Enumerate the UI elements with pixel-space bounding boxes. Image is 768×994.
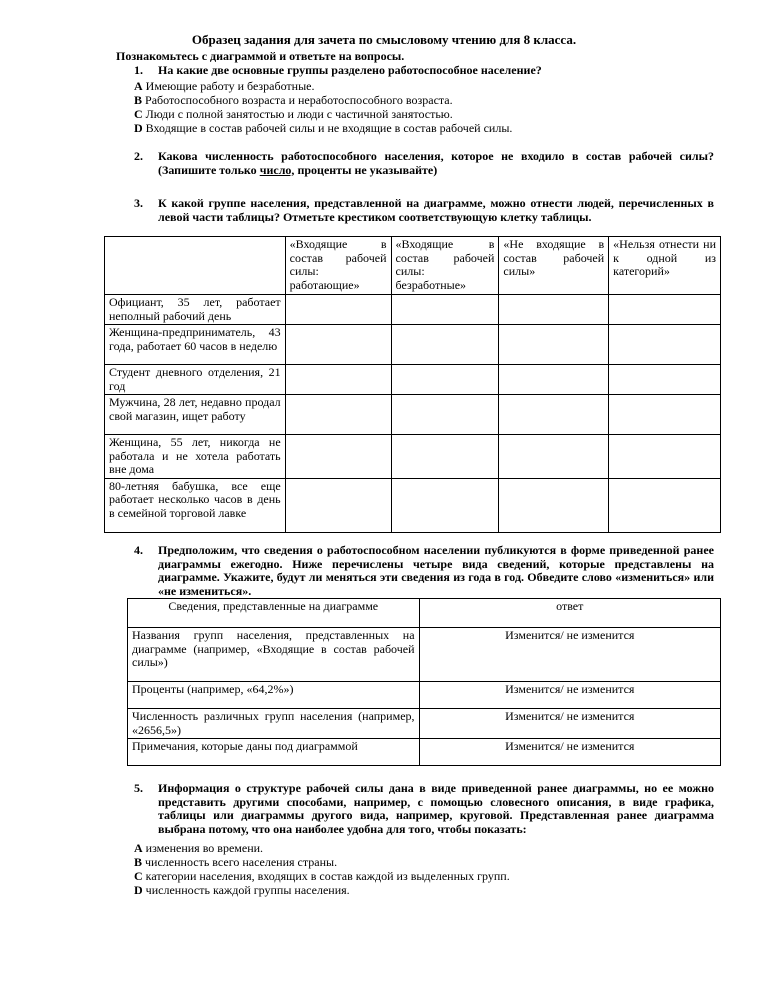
answer-cell[interactable]: [609, 435, 721, 479]
option-text: численность всего населения страны.: [145, 855, 338, 869]
answer-cell[interactable]: [499, 435, 609, 479]
answer-choice[interactable]: Изменится/ не изменится: [419, 709, 720, 739]
column-header: «Входящие в состав рабочей силы: работающие»: [285, 237, 391, 295]
answer-cell[interactable]: [499, 395, 609, 435]
table-row: [128, 739, 721, 766]
option-text: Работоспособного возраста и неработоспособного возраста.: [145, 93, 453, 107]
table-row: [105, 435, 721, 479]
answer-cell[interactable]: [391, 325, 499, 365]
table-header-row: [128, 599, 721, 628]
row-label: Женщина-предприниматель, 43 года, работает 60 часов в неделю: [105, 325, 286, 365]
answer-cell[interactable]: [609, 395, 721, 435]
table-row: [105, 325, 721, 365]
option-letter: A: [134, 79, 143, 93]
answer-cell[interactable]: [499, 325, 609, 365]
answer-cell[interactable]: [609, 295, 721, 325]
table-row: [128, 628, 721, 682]
classification-table: [104, 236, 721, 533]
row-label: Студент дневного отделения, 21 год: [105, 365, 286, 395]
table-row: [128, 709, 721, 739]
answer-cell[interactable]: [609, 478, 721, 532]
row-label: Официант, 35 лет, работает неполный рабочий день: [105, 295, 286, 325]
question-text: Информация о структуре рабочей силы дана в виде приведенной ранее диаграммы, но ее можно представить другими способами, например, с помощью словесного описания, в виде графика, таблицы или диаграммы другого вида, например, круговой. Представленная ранее диаграмма выбрана потому, что она наиболее удобна для того, чтобы показать:: [158, 781, 714, 836]
answer-cell[interactable]: [609, 325, 721, 365]
option-letter: D: [134, 883, 143, 897]
table-row: [105, 395, 721, 435]
table-corner-cell: [105, 237, 286, 295]
q1-option-b: [134, 94, 453, 108]
question-number: 1.: [134, 63, 143, 77]
answer-cell[interactable]: [391, 395, 499, 435]
answer-cell[interactable]: [391, 435, 499, 479]
answer-cell[interactable]: [285, 365, 391, 395]
table-row: [105, 365, 721, 395]
option-text: Имеющие работу и безработные.: [145, 79, 315, 93]
answer-cell[interactable]: [391, 295, 499, 325]
column-header: «Входящие в состав рабочей силы: безработные»: [391, 237, 499, 295]
question-number: 4.: [134, 543, 143, 557]
question-text: Предположим, что сведения о работоспособном населении публикуются в форме приведенной ранее диаграммы ежегодно. Ниже перечислены четыре вида сведений, которые представлены на диаграмме. Укажите, будут ли меняться эти сведения из года в год. Обведите слово «измениться» или «не измениться».: [158, 543, 714, 598]
option-text: Входящие в состав рабочей силы и не входящие в состав рабочей силы.: [145, 121, 513, 135]
q1-option-a: [134, 80, 314, 94]
answer-cell[interactable]: [391, 478, 499, 532]
option-letter: D: [134, 121, 143, 135]
option-letter: C: [134, 107, 143, 121]
answer-choice[interactable]: Изменится/ не изменится: [419, 682, 720, 709]
column-header: «Не входящие в состав рабочей силы»: [499, 237, 609, 295]
row-label: Мужчина, 28 лет, недавно продал свой магазин, ищет работу: [105, 395, 286, 435]
option-letter: A: [134, 841, 143, 855]
column-header: ответ: [419, 599, 720, 628]
question-text: Какова численность работоспособного населения, которое не входило в состав рабочей силы? (Запишите только: [158, 149, 714, 177]
info-change-table: [127, 598, 721, 766]
column-header: «Нельзя отнести ни к одной из категорий»: [609, 237, 721, 295]
option-text: Люди с полной занятостью и люди с частичной занятостью.: [145, 107, 453, 121]
option-text: изменения во времени.: [145, 841, 264, 855]
answer-cell[interactable]: [285, 395, 391, 435]
info-cell: Проценты (например, «64,2%»): [128, 682, 420, 709]
answer-choice[interactable]: Изменится/ не изменится: [419, 628, 720, 682]
page-title: Образец задания для зачета по смысловому чтению для 8 класса.: [191, 32, 577, 47]
question-text: На какие две основные группы разделено работоспособное население?: [158, 63, 542, 77]
row-label: Женщина, 55 лет, никогда не работала и не хотела работать вне дома: [105, 435, 286, 479]
answer-cell[interactable]: [499, 478, 609, 532]
question-text-underlined: число,: [259, 162, 295, 177]
answer-cell[interactable]: [609, 365, 721, 395]
option-letter: B: [134, 93, 143, 107]
table-row: [105, 295, 721, 325]
q1-option-c: [134, 108, 453, 122]
q5-option-a: [134, 842, 263, 856]
answer-choice[interactable]: Изменится/ не изменится: [419, 739, 720, 766]
column-header: Сведения, представленные на диаграмме: [128, 599, 420, 628]
answer-cell[interactable]: [391, 365, 499, 395]
q1-option-d: [134, 122, 512, 136]
option-letter: C: [134, 869, 143, 883]
option-text: категории населения, входящих в состав каждой из выделенных групп.: [145, 869, 510, 883]
question-text: К какой группе населения, представленной на диаграмме, можно отнести людей, перечисленных в левой части таблицы? Отметьте крестиком соответствующую клетку таблицы.: [158, 196, 714, 224]
info-cell: Численность различных групп населения (например, «2656,5»): [128, 709, 420, 739]
q5-option-b: [134, 856, 337, 870]
question-number: 5.: [134, 781, 143, 795]
option-text: численность каждой группы населения.: [145, 883, 350, 897]
q5-option-c: [134, 870, 510, 884]
answer-cell[interactable]: [285, 435, 391, 479]
q5-option-d: [134, 884, 350, 898]
intro-text: Познакомьтесь с диаграммой и ответьте на вопросы.: [116, 49, 405, 63]
option-letter: B: [134, 855, 143, 869]
info-cell: Названия групп населения, представленных на диаграмме (например, «Входящие в состав рабочей силы»): [128, 628, 420, 682]
row-label: 80-летняя бабушка, все еще работает несколько часов в день в семейной торговой лавке: [105, 478, 286, 532]
answer-cell[interactable]: [285, 478, 391, 532]
answer-cell[interactable]: [285, 295, 391, 325]
table-header-row: [105, 237, 721, 295]
question-text: проценты не указывайте): [294, 162, 438, 177]
answer-cell[interactable]: [499, 295, 609, 325]
question-number: 2.: [134, 149, 143, 163]
table-row: [128, 682, 721, 709]
question-number: 3.: [134, 196, 143, 210]
info-cell: Примечания, которые даны под диаграммой: [128, 739, 420, 766]
table-row: [105, 478, 721, 532]
answer-cell[interactable]: [285, 325, 391, 365]
answer-cell[interactable]: [499, 365, 609, 395]
